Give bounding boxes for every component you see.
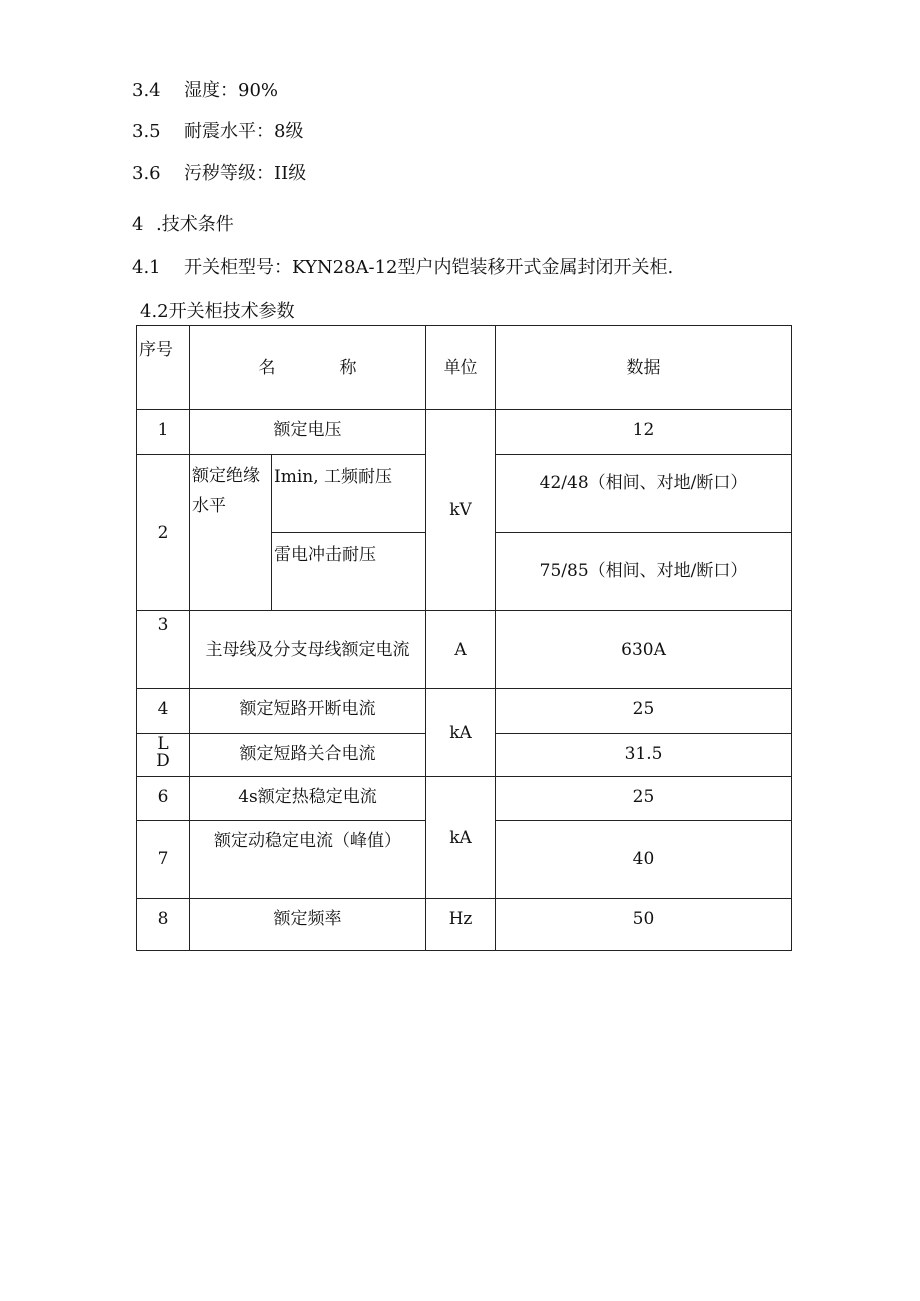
- row-seq: 7: [137, 821, 190, 899]
- item-3-4: [132, 80, 278, 102]
- row-value: 25: [496, 689, 792, 734]
- header-seq: 序号: [137, 326, 190, 410]
- row-unit: kA: [426, 777, 496, 899]
- section-title: .技术条件: [156, 214, 234, 235]
- row-subname: Imin, 工频耐压: [272, 455, 426, 533]
- row-seq: 1: [137, 410, 190, 455]
- header-data: 数据: [496, 326, 792, 410]
- item-number: 3.4: [132, 80, 161, 101]
- row-name: 额定电压: [190, 410, 426, 455]
- spec-table: [136, 325, 792, 951]
- row-name: 额定短路关合电流: [190, 734, 426, 777]
- item-4-1: [132, 257, 673, 279]
- header-name: [190, 326, 426, 410]
- item-number: 3.6: [132, 163, 161, 184]
- item-3-6: [132, 163, 306, 185]
- table-row: [137, 689, 792, 734]
- row-unit: Hz: [426, 899, 496, 951]
- row-unit: kA: [426, 689, 496, 777]
- item-text: 开关柜型号：KYN28A-12型户内铠装移开式金属封闭开关柜.: [184, 257, 674, 278]
- row-name: 额定频率: [190, 899, 426, 951]
- item-text: 湿度：90%: [184, 80, 279, 101]
- row-seq: 8: [137, 899, 190, 951]
- table-row: [137, 611, 792, 689]
- row-value: 75/85（相间、对地/断口）: [496, 533, 792, 611]
- item-3-5: [132, 121, 303, 143]
- item-number: 4.1: [132, 257, 161, 278]
- row-value: 31.5: [496, 734, 792, 777]
- item-text: 污秽等级：II级: [184, 163, 307, 184]
- row-seq: 3: [137, 611, 190, 689]
- row-name: 主母线及分支母线额定电流: [190, 611, 426, 689]
- row-seq: 6: [137, 777, 190, 821]
- row-group-name: 额定绝缘水平: [190, 455, 272, 611]
- row-value: 12: [496, 410, 792, 455]
- table-row: [137, 899, 792, 951]
- row-name: 4s额定热稳定电流: [190, 777, 426, 821]
- header-name-a: 名: [258, 357, 276, 378]
- row-subname: 雷电冲击耐压: [272, 533, 426, 611]
- header-name-b: 称: [339, 357, 357, 378]
- row-value: 50: [496, 899, 792, 951]
- row-name: 额定动稳定电流（峰值）: [190, 821, 426, 899]
- header-unit: 单位: [426, 326, 496, 410]
- row-value: 42/48（相间、对地/断口）: [496, 455, 792, 533]
- row-unit: A: [426, 611, 496, 689]
- row-value: 630A: [496, 611, 792, 689]
- section-number: 4: [132, 214, 144, 235]
- table-row: [137, 410, 792, 455]
- row-value: 25: [496, 777, 792, 821]
- table-row: [137, 777, 792, 821]
- table-caption: 4.2开关柜技术参数: [140, 301, 295, 322]
- item-text: 耐震水平：8级: [184, 121, 304, 142]
- row-seq: L D: [137, 734, 190, 777]
- row-seq: 4: [137, 689, 190, 734]
- row-name: 额定短路开断电流: [190, 689, 426, 734]
- item-number: 3.5: [132, 121, 161, 142]
- row-seq: 2: [137, 455, 190, 611]
- row-unit: kV: [426, 410, 496, 611]
- table-header-row: [137, 326, 792, 410]
- section-4-heading: [132, 214, 234, 236]
- row-value: 40: [496, 821, 792, 899]
